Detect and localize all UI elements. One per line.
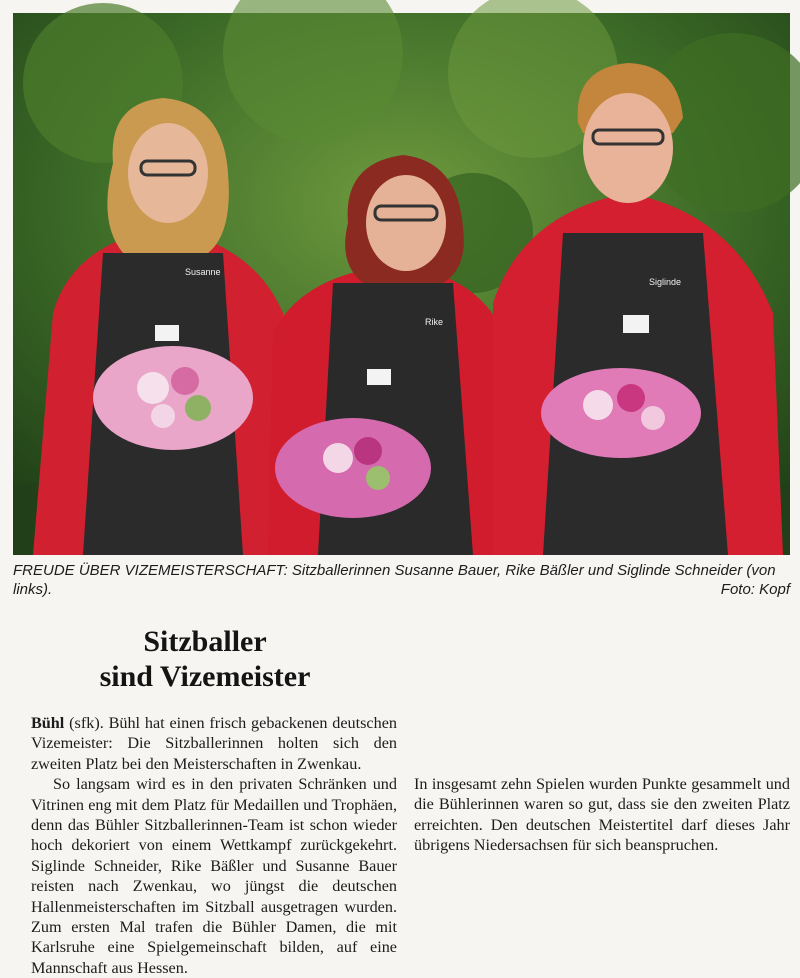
photo-illustration xyxy=(13,13,790,555)
photo-credit: Foto: Kopf xyxy=(720,581,790,598)
paragraph-1-text: (sfk). Bühl hat einen frisch gebackenen deutschen Vizemeister: Die Sitzballerinnen holten sich den zweiten Platz bei den Meisterschaften in Zwenkau. xyxy=(31,714,397,773)
paragraph-1 xyxy=(31,713,397,774)
article-column-left xyxy=(31,713,397,977)
article-photo xyxy=(13,13,790,555)
dateline: Bühl xyxy=(31,714,65,732)
photo-caption xyxy=(13,561,790,599)
paragraph-3: In insgesamt zehn Spielen wurden Punkte gesammelt und die Bühlerinnen waren so gut, dass sie den zweiten Platz erreichten. Den deutschen Meistertitel darf dieses Jahr übrigens Niedersachsen für sich beanspruchen. xyxy=(414,775,790,855)
headline-line-2: sind Vizemeister xyxy=(99,660,311,693)
badge-left: Susanne xyxy=(185,267,221,277)
article-column-right xyxy=(414,626,790,856)
caption-text: FREUDE ÜBER VIZEMEISTERSCHAFT: Sitzballerinnen Susanne Bauer, Rike Bäßler und Siglinde Schneider (von links). xyxy=(13,562,776,598)
headline-line-1: Sitzballer xyxy=(143,625,267,658)
badge-right: Siglinde xyxy=(649,277,682,287)
badge-center: Rike xyxy=(425,317,444,327)
article-headline xyxy=(13,624,397,694)
paragraph-2: So langsam wird es in den privaten Schränken und Vitrinen eng mit dem Platz für Medaillen und Trophäen, denn das Bühler Sitzballerinnen-Team ist schon wieder hoch dekoriert von einem Wettkampf zurückgekehrt. Siglinde Schneider, Rike Bäßler und Susanne Bauer reisten nach Zwenkau, wo jüngst die deutschen Hallenmeisterschaften im Sitzball ausgetragen wurden. Zum ersten Mal trafen die Bühler Damen, die mit Karlsruhe eine Spielgemeinschaft bilden, auf eine Mannschaft aus Hessen. xyxy=(31,775,397,977)
